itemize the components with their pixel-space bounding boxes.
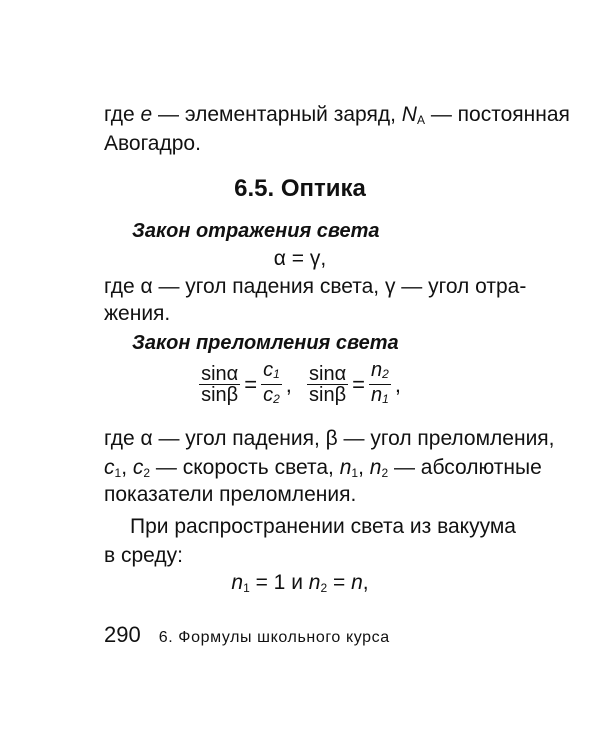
paragraph-line: показатели преломления. [104,483,357,506]
page-footer [104,622,390,648]
section-title: 6.5. Оптика [234,175,366,202]
refraction-formula: $\frac{\sin\alpha}{\sin\beta}$ = $\frac{c_1}{c_2}$ , $\frac{\sin\alpha}{\sin\beta}$ = $\frac{n_2}{n_1}$ , [0,360,600,409]
subsection-title: Закон отражения света [132,220,380,242]
paragraph-line: в среду: [104,544,183,567]
chapter-title: 6. Формулы школьного курса [158,629,390,646]
fraction: $\frac{n_2}{n_1}$ [371,359,389,406]
subsection-title: Закон преломления света [132,332,399,354]
fraction: $\frac{\sin\alpha}{\sin\beta}$ [309,363,347,406]
fraction: $\frac{\sin\alpha}{\sin\beta}$ [201,363,239,406]
paragraph-line: жения. [104,302,171,325]
vacuum-formula: $n_1 = 1$ и $n_2 = n$, [231,571,369,595]
page-number: 290 [104,622,141,647]
paragraph-line: При распространении света из вакуума [130,515,516,538]
fraction: $\frac{c_1}{c_2}$ [263,359,280,406]
paragraph-line: где e — элементарный заряд, $N_А$ — постоянная [104,103,570,127]
paragraph-line: Авогадро. [104,132,201,155]
paragraph-line: где α — угол падения света, γ — угол отра- [104,275,527,298]
reflection-formula: α = γ, [273,247,327,270]
paragraph-line: где α — угол падения, β — угол преломления, [104,427,555,450]
paragraph-line: $c_1$, $c_2$ — скорость света, $n_1$, $n_2$ — абсолютные [104,456,542,480]
